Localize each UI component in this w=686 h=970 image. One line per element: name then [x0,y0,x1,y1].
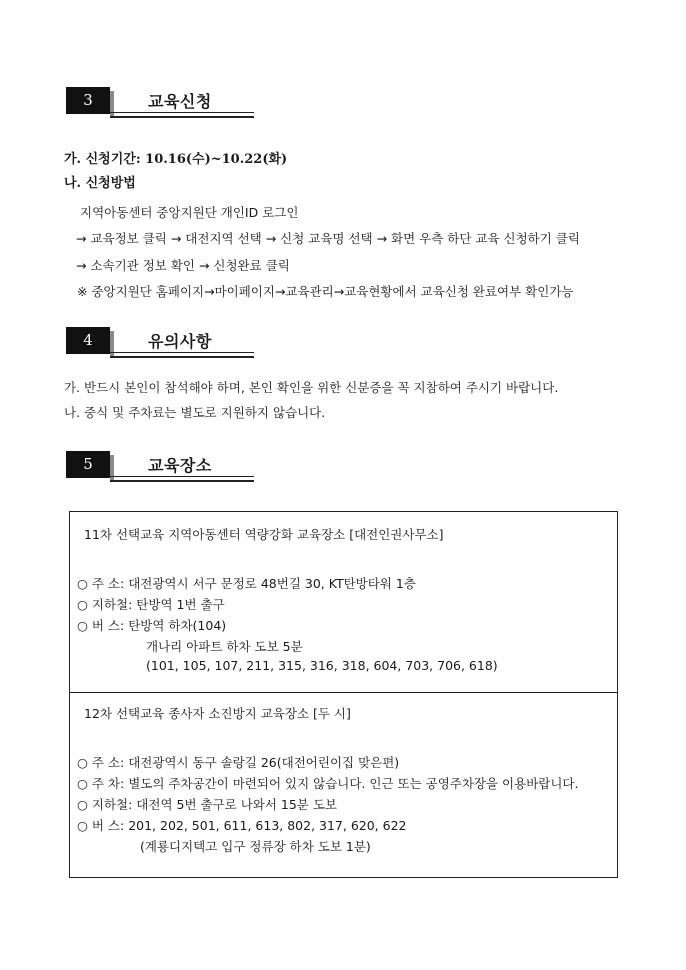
section-5-header [66,451,254,485]
method-step: 지역아동센터 중앙지원단 개인ID 로그인 [80,205,299,220]
venue1-title: 11차 선택교육 지역아동센터 역량강화 교육장소 [대전인권사무소] [84,527,444,542]
venue-table [69,511,618,878]
notice-item: 나. 중식 및 주차료는 별도로 지원하지 않습니다. [64,405,326,420]
venue1-bus: ○ 버 스: 탄방역 하차(104) [77,618,227,633]
venue1-bus-line3: (101, 105, 107, 211, 315, 316, 318, 604, 703, 706, 618) [146,658,498,673]
section-title: 유의사항 [148,332,212,351]
method-step: → 교육정보 클릭 → 대전지역 선택 → 신청 교육명 선택 → 화면 우측 하단 교육 신청하기 클릭 [76,231,580,246]
application-period: 가. 신청기간: 10.16(수)~10.22(화) [64,152,288,167]
section-4-header [66,327,254,361]
venue2-parking: ○ 주 차: 별도의 주차공간이 마련되어 있지 않습니다. 인근 또는 공영주차장을 이용바랍니다. [77,776,579,791]
venue2-subway: ○ 지하철: 대전역 5번 출구로 나와서 15분 도보 [77,797,337,812]
venue2-bus: ○ 버 스: 201, 202, 501, 611, 613, 802, 317, 620, 622 [77,818,407,833]
method-note: ※ 중앙지원단 홈페이지→마이페이지→교육관리→교육현황에서 교육신청 완료여부 확인가능 [77,284,574,299]
venue1-bus-line2: 개나리 아파트 하차 도보 5분 [146,639,303,654]
section-title: 교육장소 [148,456,212,475]
venue1-address: ○ 주 소: 대전광역시 서구 문정로 48번길 30, KT탄방타워 1층 [77,576,416,591]
section-number: 3 [66,87,110,114]
venue1-subway: ○ 지하철: 탄방역 1번 출구 [77,597,225,612]
application-method-heading: 나. 신청방법 [64,176,136,191]
venue2-title: 12차 선택교육 종사자 소진방지 교육장소 [두 시] [84,706,351,721]
section-3-header [66,87,254,121]
section-number: 4 [66,327,110,354]
section-title: 교육신청 [148,92,212,111]
method-step: → 소속기관 정보 확인 → 신청완료 클릭 [76,258,290,273]
venue-divider [70,692,617,693]
venue2-address: ○ 주 소: 대전광역시 동구 솔랑길 26(대전어린이집 맞은편) [77,755,400,770]
venue2-bus-line2: (계룡디지텍고 입구 정류장 하차 도보 1분) [140,839,371,854]
section-number: 5 [66,451,110,478]
notice-item: 가. 반드시 본인이 참석해야 하며, 본인 확인을 위한 신분증을 꼭 지참하여 주시기 바랍니다. [64,380,559,395]
